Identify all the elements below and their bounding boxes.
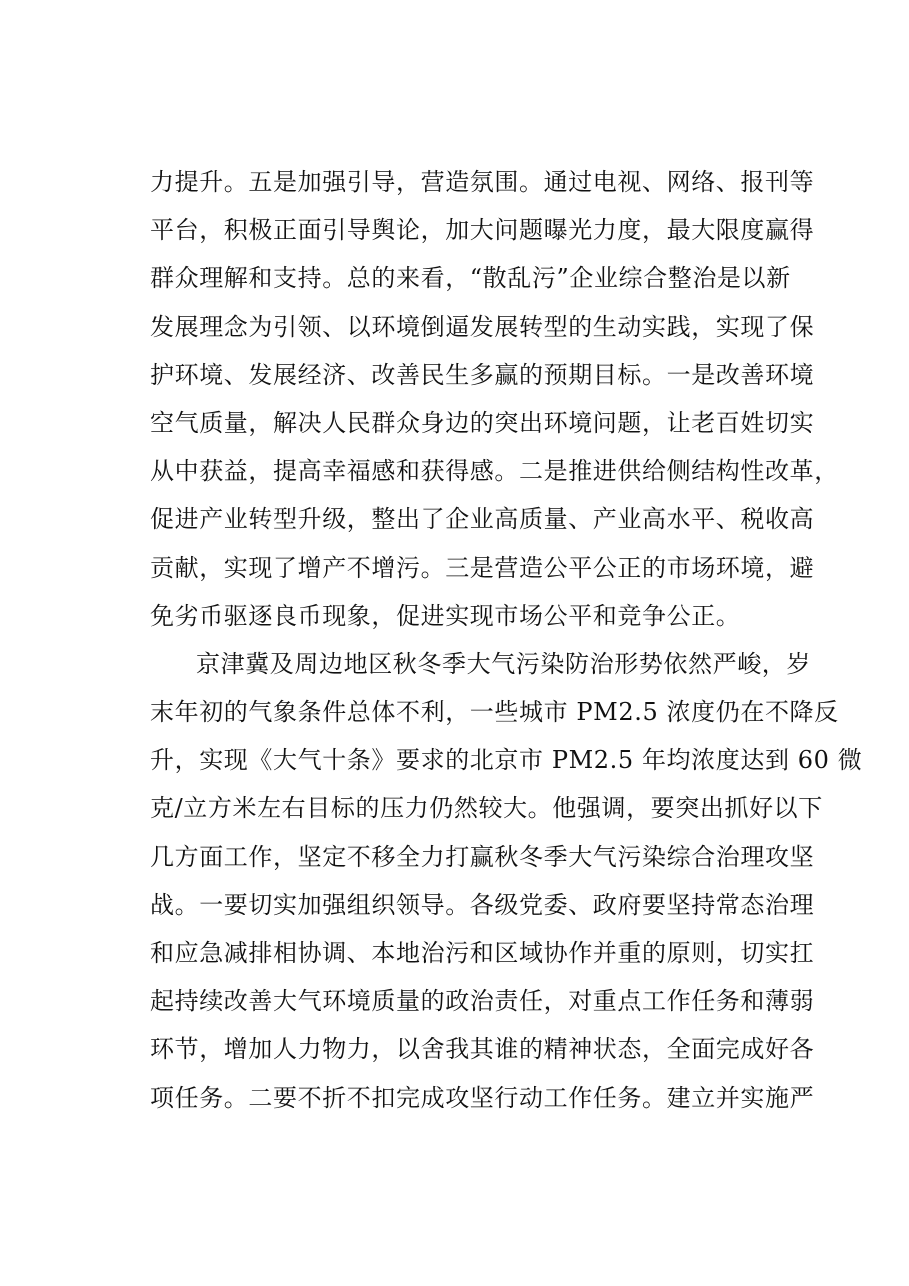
text-line: 群众理解和支持。总的来看，“散乱污”企业综合整治是以新 [150, 264, 791, 293]
paragraph-1 [150, 158, 839, 640]
text-line: 起持续改善大气环境质量的政治责任，对重点工作任务和薄弱 [150, 987, 815, 1016]
paragraph-2 [150, 640, 863, 1122]
text-line: 促进产业转型升级，整出了企业高质量、产业高水平、税收高 [150, 505, 815, 534]
text-line: 项任务。二要不折不扣完成攻坚行动工作任务。建立并实施严 [150, 1083, 815, 1112]
text-line: 克/立方米左右目标的压力仍然较大。他强调，要突出抓好以下 [150, 794, 823, 823]
text-line: 发展理念为引领、以环境倒逼发展转型的生动实践，实现了保 [150, 312, 815, 341]
text-line: 升，实现《大气十条》要求的北京市 PM2.5 年均浓度达到 60 微 [150, 746, 863, 775]
text-line: 空气质量，解决人民群众身边的突出环境问题，让老百姓切实 [150, 408, 815, 437]
text-line: 免劣币驱逐良币现象，促进实现市场公平和竞争公正。 [150, 601, 741, 630]
text-line: 京津冀及周边地区秋冬季大气污染防治形势依然严峻，岁 [196, 649, 811, 678]
body-text [150, 158, 863, 1122]
text-line: 力提升。五是加强引导，营造氛围。通过电视、网络、报刊等 [150, 168, 815, 196]
text-line: 护环境、发展经济、改善民生多赢的预期目标。一是改善环境 [150, 360, 815, 389]
text-line: 末年初的气象条件总体不利，一些城市 PM2.5 浓度仍在不降反 [150, 698, 839, 727]
text-line: 和应急减排相协调、本地治污和区域协作并重的原则，切实扛 [150, 939, 815, 967]
text-line: 平台，积极正面引导舆论，加大问题曝光力度，最大限度赢得 [150, 216, 815, 245]
text-line: 贡献，实现了增产不增污。三是营造公平公正的市场环境，避 [150, 553, 815, 582]
text-line: 几方面工作，坚定不移全力打赢秋冬季大气污染综合治理攻坚 [150, 842, 815, 871]
text-line: 环节，增加人力物力，以舍我其谁的精神状态，全面完成好各 [150, 1035, 815, 1064]
text-line: 从中获益，提高幸福感和获得感。二是推进供给侧结构性改革， [150, 457, 839, 486]
text-line: 战。一要切实加强组织领导。各级党委、政府要坚持常态治理 [150, 890, 815, 919]
